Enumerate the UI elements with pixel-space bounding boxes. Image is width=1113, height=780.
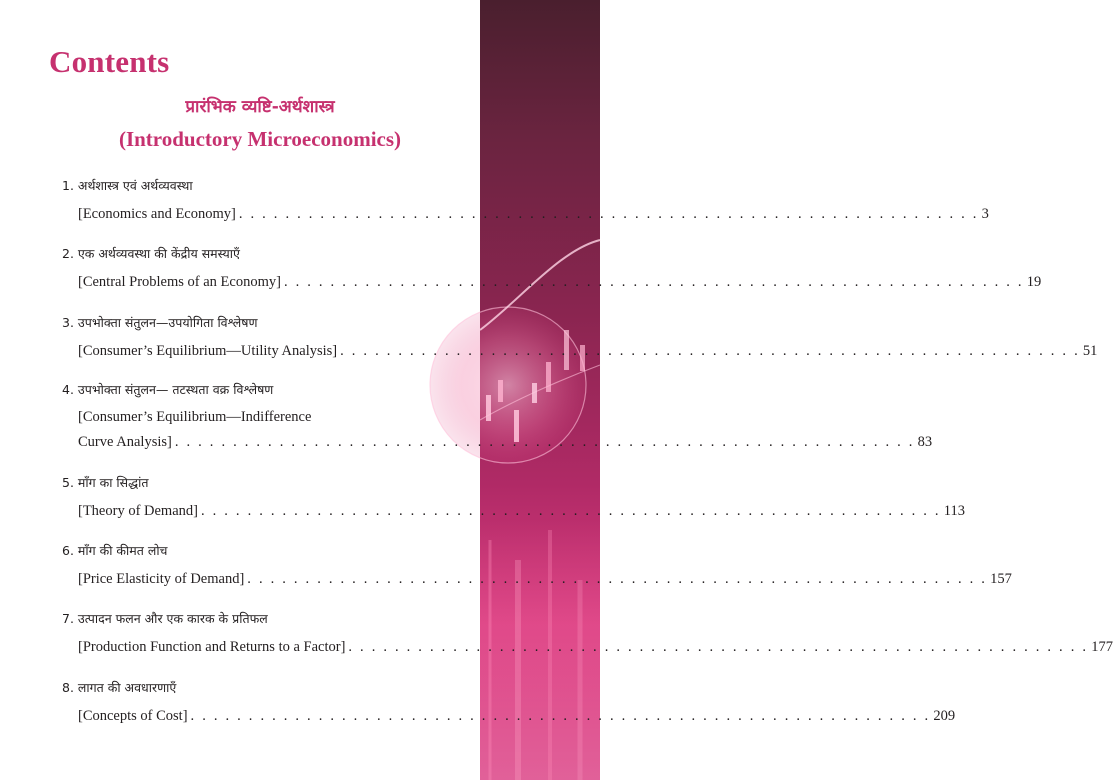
chapter-title-english-row (78, 638, 1113, 656)
page-number: 209 (933, 708, 956, 724)
chapter-title-english-row (78, 502, 965, 520)
chapter-title-english-row (78, 205, 989, 223)
chapter-title-english-row (78, 707, 956, 725)
chapter-title-english: Curve Analysis] (78, 434, 172, 450)
toc-entry[interactable] (62, 611, 1113, 655)
toc-entry[interactable] (62, 475, 965, 519)
chapter-title-english-row (78, 273, 1042, 291)
chapter-title-english: [Production Function and Returns to a Factor] (78, 639, 346, 655)
chapter-title-english: [Consumer’s Equilibrium—Utility Analysis] (78, 343, 338, 359)
chapter-title-hindi: 6. माँग की कीमत लोच (62, 543, 168, 558)
chapter-title-hindi: 2. एक अर्थव्यवस्था की केंद्रीय समस्याएँ (62, 246, 240, 261)
page-number: 51 (1082, 343, 1098, 359)
page-title: Contents (49, 44, 170, 79)
leader-dots: . . . . . . . . . . . . . . . . . . . . . . . . . . . . . . . . . . . . . . . . . . . . . . . . . . . . . . . . . . . . . . . . (200, 503, 941, 519)
chapter-title-english-row (78, 342, 1098, 360)
leader-dots: . . . . . . . . . . . . . . . . . . . . . . . . . . . . . . . . . . . . . . . . . . . . . . . . . . . . . . . . . . . . . . . . (348, 639, 1089, 655)
chapter-title-hindi: 5. माँग का सिद्धांत (62, 475, 149, 490)
chapter-title-english-row (78, 433, 933, 451)
leader-dots: . . . . . . . . . . . . . . . . . . . . . . . . . . . . . . . . . . . . . . . . . . . . . . . . . . . . . . . . . . . . . . . . (174, 434, 915, 450)
page-number: 19 (1026, 274, 1042, 290)
leader-dots: . . . . . . . . . . . . . . . . . . . . . . . . . . . . . . . . . . . . . . . . . . . . . . . . . . . . . . . . . . . . . . . . (190, 708, 931, 724)
chapter-title-english: [Price Elasticity of Demand] (78, 571, 245, 587)
leader-dots: . . . . . . . . . . . . . . . . . . . . . . . . . . . . . . . . . . . . . . . . . . . . . . . . . . . . . . . . . . . . . . . . (283, 274, 1024, 290)
page-number: 157 (990, 571, 1012, 587)
leader-dots: . . . . . . . . . . . . . . . . . . . . . . . . . . . . . . . . . . . . . . . . . . . . . . . . . . . . . . . . . . . . . . . . (247, 571, 988, 587)
chapter-title-hindi: 7. उत्पादन फलन और एक कारक के प्रतिफल (62, 611, 268, 626)
decorative-side-panel (480, 0, 600, 780)
toc-entry[interactable] (62, 543, 1012, 587)
page-number: 113 (943, 503, 965, 519)
subtitle-english: (Introductory Microeconomics) (118, 127, 402, 151)
leader-dots: . . . . . . . . . . . . . . . . . . . . . . . . . . . . . . . . . . . . . . . . . . . . . . . . . . . . . . . . . . . . . . . . (340, 343, 1080, 359)
chapter-title-english: [Concepts of Cost] (78, 708, 188, 724)
page-number: 83 (917, 434, 933, 450)
toc-entry[interactable] (62, 315, 1098, 359)
chapter-title-hindi: 1. अर्थशास्त्र एवं अर्थव्यवस्था (62, 178, 193, 193)
subtitle-hindi: प्रारंभिक व्यष्टि-अर्थशास्त्र (185, 97, 335, 117)
page-number: 3 (981, 206, 989, 222)
chapter-title-hindi: 4. उपभोक्ता संतुलन— तटस्थता वक्र विश्लेषण (62, 382, 274, 397)
chapter-title-english: [Theory of Demand] (78, 503, 198, 519)
toc-entry[interactable] (62, 246, 1042, 290)
chapter-title-hindi: 3. उपभोक्ता संतुलन—उपयोगिता विश्लेषण (62, 315, 258, 330)
chapter-title-english: [Central Problems of an Economy] (78, 274, 281, 290)
leader-dots: . . . . . . . . . . . . . . . . . . . . . . . . . . . . . . . . . . . . . . . . . . . . . . . . . . . . . . . . . . . . . . . . (238, 206, 979, 222)
page-number: 177 (1091, 639, 1113, 655)
chapter-title-hindi: 8. लागत की अवधारणाएँ (62, 680, 177, 695)
toc-entry[interactable] (62, 680, 956, 724)
chapter-title-english: [Economics and Economy] (78, 206, 236, 222)
chapter-title-english-line1: [Consumer’s Equilibrium—Indifference (78, 409, 312, 425)
decorative-graphic (480, 0, 600, 780)
toc-entry[interactable] (62, 382, 933, 450)
chapter-title-english-row (78, 570, 1012, 588)
toc-entry[interactable] (62, 178, 989, 222)
